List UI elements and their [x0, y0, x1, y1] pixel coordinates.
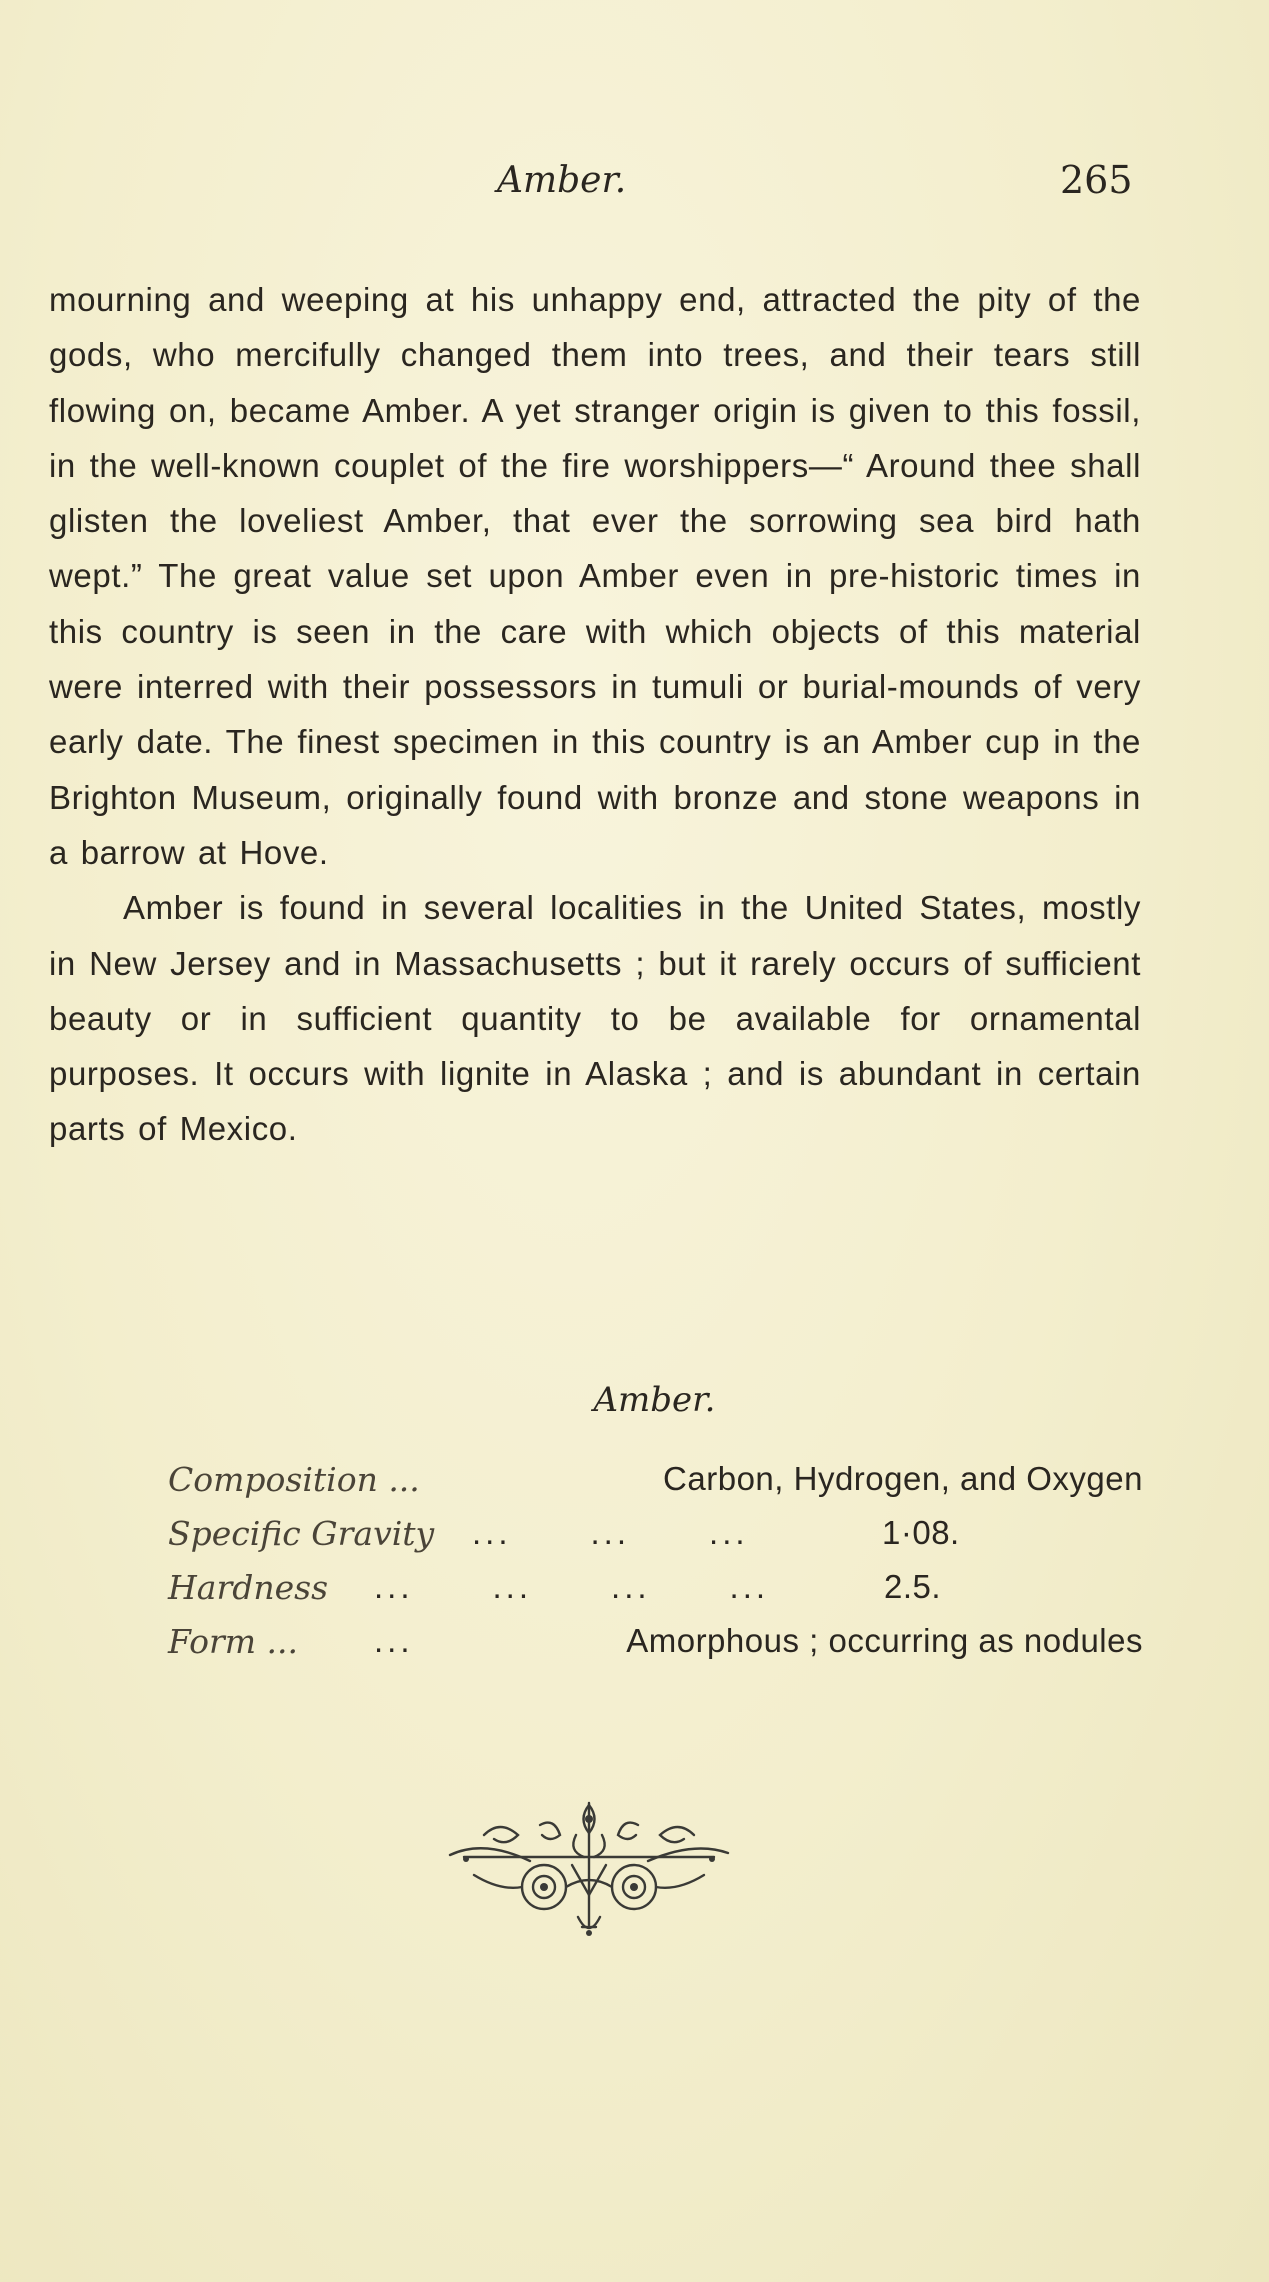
property-value: 2.5.	[884, 1568, 942, 1605]
property-row-form	[168, 1622, 1143, 1676]
property-value: Carbon, Hydrogen, and Oxygen	[663, 1460, 1143, 1497]
leader-dots: ... ... ... ...	[374, 1568, 770, 1605]
property-row-hardness	[168, 1568, 1143, 1622]
paragraph-2: Amber is found in several localities in the United States, mostly in New Jersey and in Massachusetts ; but it rarely occurs of sufficient beauty or in sufficient quantity to be available for ornamental purposes. It occurs with lignite in Alaska ; and is abundant in certain parts of Mexico.	[49, 889, 1141, 1148]
property-value: Amorphous ; occurring as nodules	[626, 1622, 1143, 1659]
running-head-title: Amber.	[497, 160, 627, 201]
paragraph-1: mourning and weeping at his unhappy end, attracted the pity of the gods, who mercifully changed them into trees, and their tears still flowing on, became Amber. A yet stranger origin is given to this fossil, in the well-known couplet of the fire worshippers—“ Around thee shall glisten the loveliest Amber, that ever the sorrowing sea bird hath wept.” The great value set upon Amber even in pre-historic times in this country is seen in the care with which objects of this material were interred with their possessors in tumuli or burial-mounds of very early date. The finest specimen in this country is an Amber cup in the Brighton Museum, originally found with bronze and stone weapons in a barrow at Hove.	[49, 281, 1141, 871]
properties-table	[168, 1460, 1143, 1676]
property-label: Form ...	[168, 1622, 298, 1661]
property-label: Specific Gravity	[168, 1514, 435, 1553]
floral-tailpiece-icon	[444, 1795, 734, 1945]
leader-dots: ...	[374, 1622, 414, 1659]
table-title: Amber.	[593, 1380, 716, 1420]
property-value: 1·08.	[882, 1514, 960, 1551]
body-text	[49, 272, 1141, 1157]
page-number: 265	[1060, 158, 1133, 202]
leader-dots: ... ... ...	[472, 1514, 749, 1551]
property-label: Composition ...	[168, 1460, 420, 1499]
property-row-specific-gravity	[168, 1514, 1143, 1568]
property-label: Hardness	[168, 1568, 329, 1607]
property-row-composition	[168, 1460, 1143, 1514]
running-head	[0, 160, 1269, 220]
ornament-graphic	[444, 1795, 734, 1945]
